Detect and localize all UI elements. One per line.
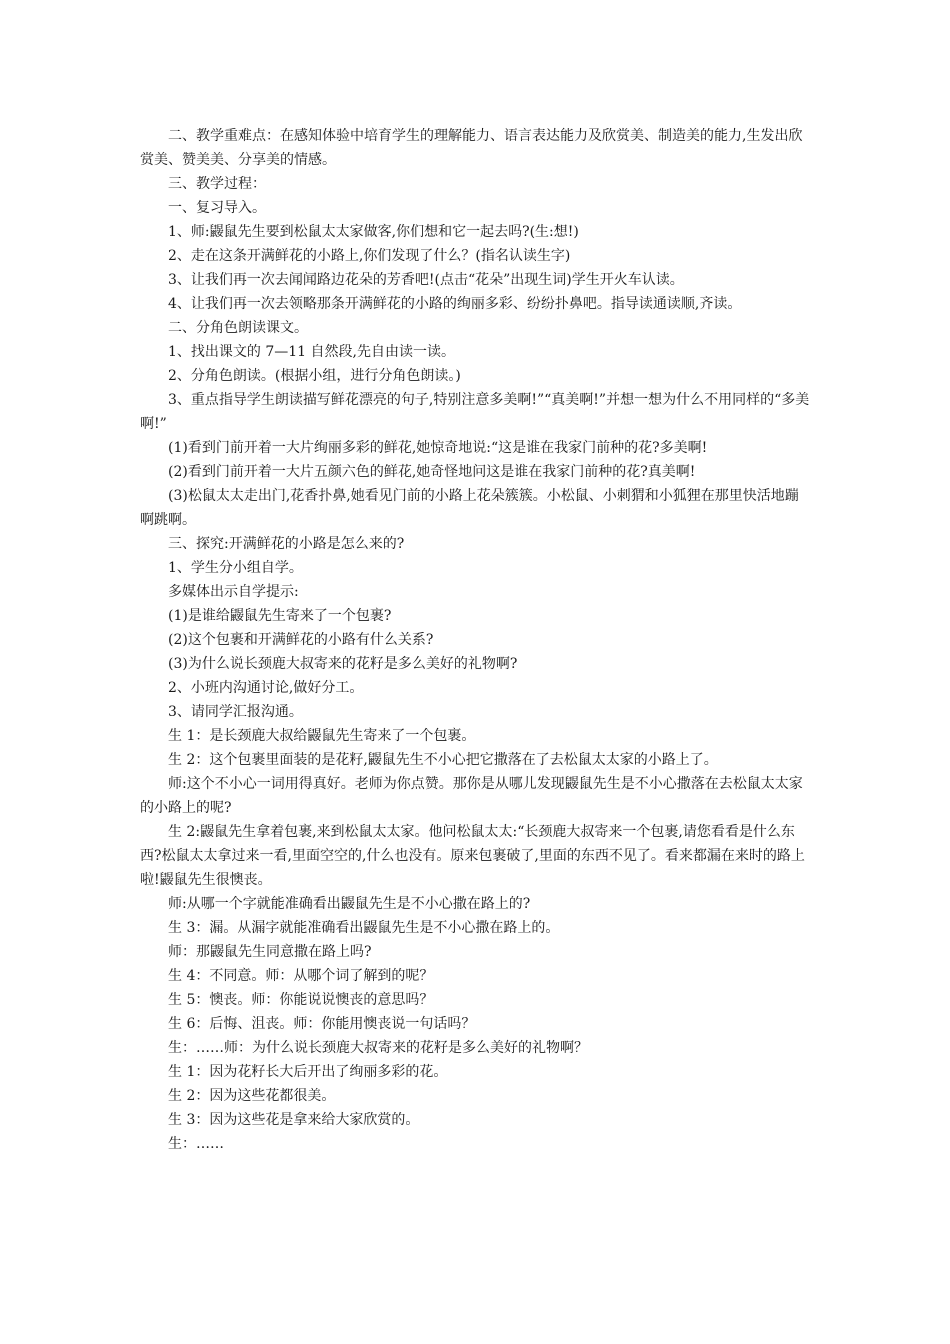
paragraph: 生 4：不同意。师：从哪个词了解到的呢？	[168, 968, 434, 984]
paragraph: 1、学生分小组自学。	[168, 560, 303, 576]
paragraph: 1、师:鼹鼠先生要到松鼠太太家做客,你们想和它一起去吗?(生:想!)	[168, 224, 579, 240]
paragraph: 2、分角色朗读。(根据小组，进行分角色朗读。)	[168, 368, 461, 384]
paragraph: 师：那鼹鼠先生同意撒在路上吗?	[168, 944, 372, 960]
paragraph: (3)松鼠太太走出门,花香扑鼻,她看见门前的小路上花朵簇簇。小松鼠、小刺猬和小狐狸在那里快活地蹦啊跳啊。	[140, 488, 799, 528]
paragraph: 3、让我们再一次去闻闻路边花朵的芳香吧!(点击“花朵”出现生词)学生开火车认读。	[168, 272, 684, 288]
paragraph: 师:从哪一个字就能准确看出鼹鼠先生是不小心撒在路上的?	[168, 896, 531, 912]
paragraph: 多媒体出示自学提示:	[168, 584, 299, 600]
paragraph: 二、分角色朗读课文。	[168, 320, 308, 336]
paragraph: (1)是谁给鼹鼠先生寄来了一个包裹?	[168, 608, 392, 624]
paragraph: 三、教学过程：	[168, 176, 266, 192]
paragraph: 生 3：因为这些花是拿来给大家欣赏的。	[168, 1112, 420, 1128]
paragraph: 三、探究:开满鲜花的小路是怎么来的?	[168, 536, 405, 552]
paragraph: 师:这个不小心一词用得真好。老师为你点赞。那你是从哪儿发现鼹鼠先生是不小心撒落在去松鼠太太家的小路上的呢?	[140, 776, 803, 816]
paragraph: 2、小班内沟通讨论,做好分工。	[168, 680, 364, 696]
paragraph: 生 1：因为花籽长大后开出了绚丽多彩的花。	[168, 1064, 448, 1080]
paragraph: (2)这个包裹和开满鲜花的小路有什么关系?	[168, 632, 434, 648]
paragraph: 生 2:鼹鼠先生拿着包裹,来到松鼠太太家。他问松鼠太太:“长颈鹿大叔寄来一个包裹,请您看看是什么东西?松鼠太太拿过来一看,里面空空的,什么也没有。原来包裹破了,里面的东西不见了。看来都漏在来时的路上啦!鼹鼠先生很懊丧。	[140, 824, 805, 888]
paragraph: 3、重点指导学生朗读描写鲜花漂亮的句子,特别注意多美啊!”“真美啊!”并想一想为什么不用同样的“多美啊!”	[140, 392, 810, 432]
paragraph: 生 3：漏。从漏字就能准确看出鼹鼠先生是不小心撒在路上的。	[168, 920, 560, 936]
document-body	[140, 124, 812, 1156]
paragraph: 4、让我们再一次去领略那条开满鲜花的小路的绚丽多彩、纷纷扑鼻吧。指导读通读顺,齐读。	[168, 296, 742, 312]
paragraph: 生 1：是长颈鹿大叔给鼹鼠先生寄来了一个包裹。	[168, 728, 476, 744]
paragraph: (3)为什么说长颈鹿大叔寄来的花籽是多么美好的礼物啊?	[168, 656, 518, 672]
paragraph: 一、复习导入。	[168, 200, 266, 216]
paragraph: 生 5：懊丧。师：你能说说懊丧的意思吗？	[168, 992, 434, 1008]
paragraph: 1、找出课文的 7—11 自然段,先自由读一读。	[168, 344, 455, 360]
paragraph: (2)看到门前开着一大片五颜六色的鲜花,她奇怪地问这是谁在我家门前种的花?真美啊!	[168, 464, 696, 480]
paragraph: (1)看到门前开着一大片绚丽多彩的鲜花,她惊奇地说:“这是谁在我家门前种的花?多美啊!	[168, 440, 708, 456]
paragraph: 生 6：后悔、沮丧。师：你能用懊丧说一句话吗？	[168, 1016, 476, 1032]
paragraph: 生 2：这个包裹里面装的是花籽,鼹鼠先生不小心把它撒落在了去松鼠太太家的小路上了。	[168, 752, 718, 768]
paragraph: 生：……师：为什么说长颈鹿大叔寄来的花籽是多么美好的礼物啊？	[168, 1040, 588, 1056]
paragraph: 3、请同学汇报沟通。	[168, 704, 303, 720]
paragraph: 二、教学重难点：在感知体验中培育学生的理解能力、语言表达能力及欣赏美、制造美的能力,生发出欣赏美、赞美美、分享美的情感。	[140, 128, 803, 168]
paragraph: 生：……	[168, 1136, 224, 1152]
paragraph: 生 2：因为这些花都很美。	[168, 1088, 336, 1104]
paragraph: 2、走在这条开满鲜花的小路上,你们发现了什么？(指名认读生字)	[168, 248, 571, 264]
